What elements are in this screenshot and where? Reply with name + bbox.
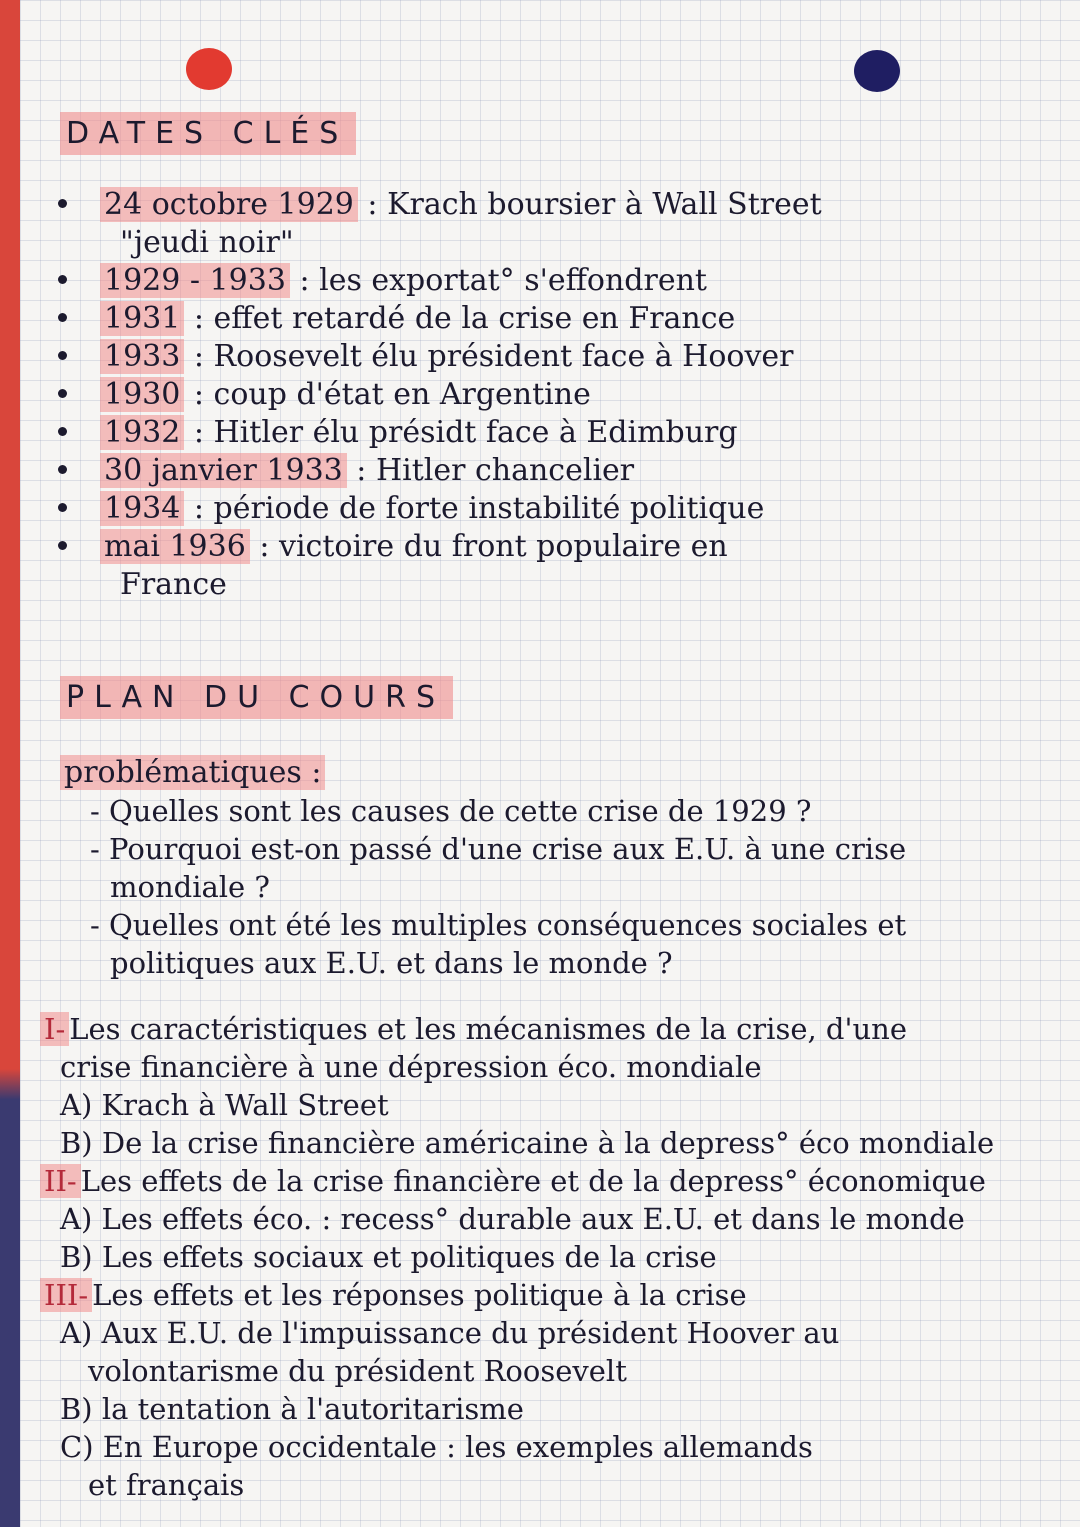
date-label: 1934 xyxy=(100,491,184,526)
date-label: 1933 xyxy=(100,339,184,374)
date-event-cont: "jeudi noir" xyxy=(120,225,294,260)
bullet-icon xyxy=(58,389,67,398)
part-3-title: Les effets et les réponses politique à la crise xyxy=(92,1278,747,1312)
date-event: : Krach boursier à Wall Street xyxy=(367,187,822,222)
date-event-cont: France xyxy=(120,567,227,602)
date-label: mai 1936 xyxy=(100,529,250,564)
part-3 xyxy=(40,1276,1070,1314)
problematiques-section xyxy=(60,754,1050,982)
date-label: 1932 xyxy=(100,415,184,450)
list-item xyxy=(52,186,1062,262)
dates-list xyxy=(52,186,1062,604)
date-event: : effet retardé de la crise en France xyxy=(193,301,736,336)
part-1-title: Les caractéristiques et les mécanismes de la crise, d'une xyxy=(69,1012,907,1046)
bullet-icon xyxy=(58,503,67,512)
date-label: 1930 xyxy=(100,377,184,412)
list-item xyxy=(52,300,1062,338)
page-edge-strip xyxy=(0,0,20,1527)
date-event: : victoire du front populaire en xyxy=(259,529,728,564)
list-item xyxy=(52,528,1062,604)
part-3-number: III- xyxy=(40,1278,92,1312)
dates-heading: DATES CLÉS xyxy=(60,112,356,155)
part-3-a: A) Aux E.U. de l'impuissance du président Hoover au xyxy=(60,1316,840,1350)
part-3-c: C) En Europe occidentale : les exemples allemands xyxy=(60,1430,813,1464)
question-3: - Quelles ont été les multiples conséquences sociales et politiques aux E.U. et dans le monde ? xyxy=(90,908,907,980)
date-event: : Roosevelt élu président face à Hoover xyxy=(193,339,794,374)
bullet-icon xyxy=(58,199,67,208)
bullet-icon xyxy=(58,465,67,474)
date-event: : période de forte instabilité politique xyxy=(193,491,765,526)
bullet-icon xyxy=(58,351,67,360)
punch-hole-red xyxy=(186,48,232,90)
date-label: 24 octobre 1929 xyxy=(100,187,358,222)
list-item xyxy=(52,262,1062,300)
part-2 xyxy=(40,1162,1070,1200)
question-2: - Pourquoi est-on passé d'une crise aux E.U. à une crise mondiale ? xyxy=(90,832,907,904)
question-1: - Quelles sont les causes de cette crise de 1929 ? xyxy=(90,794,812,828)
plan-heading: PLAN DU COURS xyxy=(60,676,453,719)
part-1 xyxy=(40,1010,1070,1048)
date-event: : Hitler élu présidt face à Edimburg xyxy=(193,415,738,450)
part-1-number: I- xyxy=(40,1012,69,1046)
part-1-title-cont: crise financière à une dépression éco. mondiale xyxy=(60,1050,762,1084)
part-1-b: B) De la crise financière américaine à la depress° éco mondiale xyxy=(60,1126,995,1160)
part-3-b: B) la tentation à l'autoritarisme xyxy=(60,1392,524,1426)
list-item xyxy=(52,376,1062,414)
part-2-number: II- xyxy=(40,1164,81,1198)
problematiques-title: problématiques : xyxy=(60,755,325,790)
list-item xyxy=(52,414,1062,452)
date-event: : les exportat° s'effondrent xyxy=(299,263,707,298)
bullet-icon xyxy=(58,427,67,436)
date-event: : Hitler chancelier xyxy=(356,453,635,488)
punch-hole-navy xyxy=(854,50,900,92)
date-label: 1929 - 1933 xyxy=(100,263,290,298)
bullet-icon xyxy=(58,275,67,284)
part-3-a-cont: volontarisme du président Roosevelt xyxy=(88,1354,627,1388)
part-3-c-cont: et français xyxy=(88,1468,245,1502)
part-2-a: A) Les effets éco. : recess° durable aux E.U. et dans le monde xyxy=(60,1202,965,1236)
date-label: 1931 xyxy=(100,301,184,336)
list-item xyxy=(52,338,1062,376)
course-outline xyxy=(40,1010,1070,1504)
part-2-title: Les effets de la crise financière et de la depress° économique xyxy=(80,1164,986,1198)
date-event: : coup d'état en Argentine xyxy=(193,377,591,412)
part-1-a: A) Krach à Wall Street xyxy=(60,1088,389,1122)
bullet-icon xyxy=(58,313,67,322)
date-label: 30 janvier 1933 xyxy=(100,453,347,488)
list-item xyxy=(52,452,1062,490)
part-2-b: B) Les effets sociaux et politiques de la crise xyxy=(60,1240,717,1274)
bullet-icon xyxy=(58,541,67,550)
list-item xyxy=(52,490,1062,528)
